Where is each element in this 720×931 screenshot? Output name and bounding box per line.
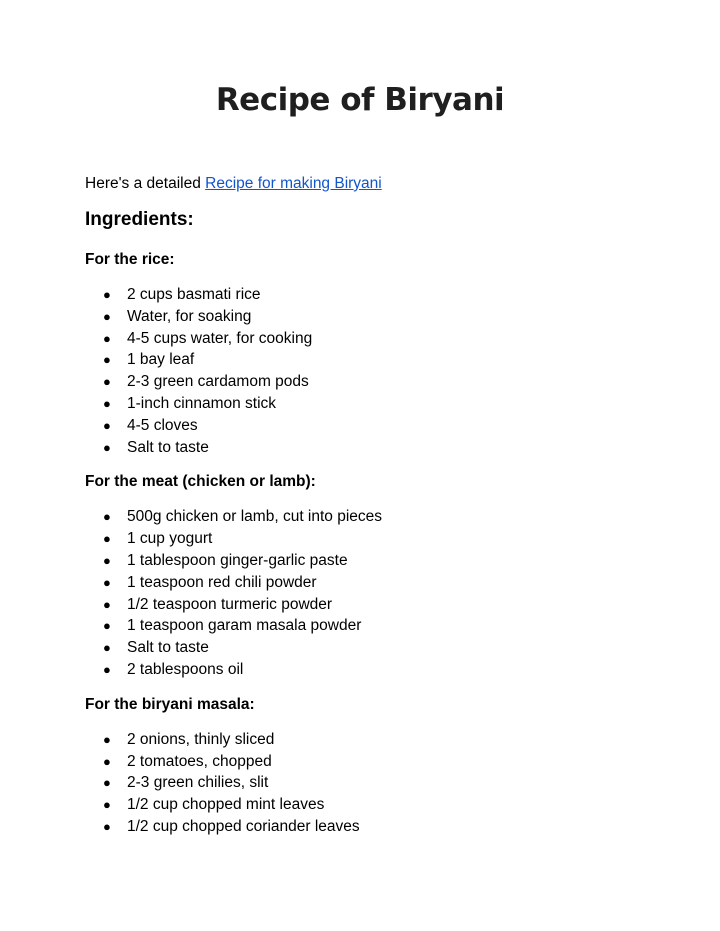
list-item-text: Salt to taste — [127, 639, 209, 657]
list-item — [85, 415, 665, 437]
masala-heading: For the biryani masala: — [85, 695, 255, 713]
list-item-text: 2 tomatoes, chopped — [127, 752, 272, 770]
bullet-icon: ● — [103, 574, 111, 590]
list-item — [85, 528, 665, 550]
list-item-text: 500g chicken or lamb, cut into pieces — [127, 508, 383, 526]
bullet-icon: ● — [103, 509, 111, 525]
meat-list — [85, 506, 665, 680]
bullet-icon: ● — [103, 552, 111, 568]
list-item-text: 1 bay leaf — [127, 351, 195, 369]
meat-heading: For the meat (chicken or lamb): — [85, 473, 316, 491]
bullet-icon: ● — [103, 818, 111, 834]
list-item — [85, 659, 665, 681]
list-item — [85, 572, 665, 594]
list-item — [85, 506, 665, 528]
recipe-link[interactable]: Recipe for making Biryani — [205, 175, 382, 192]
list-item-text: 2-3 green chilies, slit — [127, 774, 269, 792]
list-item-text: 1 tablespoon ginger-garlic paste — [127, 551, 348, 569]
list-item — [85, 349, 665, 371]
intro-text: Here's a detailed — [85, 175, 206, 192]
bullet-icon: ● — [103, 731, 111, 747]
list-item — [85, 637, 665, 659]
list-item-text: 2 cups basmati rice — [127, 286, 261, 303]
list-item — [85, 306, 665, 328]
bullet-icon: ● — [103, 439, 111, 455]
list-item-text: Water, for soaking — [127, 307, 252, 325]
list-item — [85, 594, 665, 616]
bullet-icon: ● — [103, 753, 111, 769]
list-item-text: 4-5 cups water, for cooking — [127, 329, 313, 347]
bullet-icon: ● — [103, 287, 111, 302]
list-item — [85, 729, 665, 751]
bullet-icon: ● — [103, 395, 111, 411]
bullet-icon: ● — [103, 417, 111, 433]
intro-paragraph — [85, 172, 665, 196]
list-item — [85, 550, 665, 572]
list-item-text: 1 cup yogurt — [127, 530, 213, 548]
document-body — [85, 172, 665, 850]
list-item-text: 1/2 cup chopped mint leaves — [127, 796, 325, 814]
list-item-text: 2-3 green cardamom pods — [127, 373, 309, 391]
list-item — [85, 816, 665, 838]
list-item — [85, 751, 665, 773]
list-item — [85, 393, 665, 415]
bullet-icon: ● — [103, 775, 111, 791]
bullet-icon: ● — [103, 661, 111, 677]
bullet-icon: ● — [103, 374, 111, 390]
list-item — [85, 615, 665, 637]
list-item — [85, 437, 665, 459]
page-title: Recipe of Biryani — [215, 82, 505, 118]
bullet-icon: ● — [103, 596, 111, 612]
bullet-icon: ● — [103, 797, 111, 813]
ingredients-heading: Ingredients: — [85, 209, 194, 230]
section-rice — [85, 248, 665, 458]
list-item — [85, 284, 665, 306]
list-item — [85, 772, 665, 794]
bullet-icon: ● — [103, 640, 111, 656]
bullet-icon: ● — [103, 618, 111, 634]
list-item-text: 1/2 teaspoon turmeric powder — [127, 595, 333, 613]
list-item — [85, 371, 665, 393]
list-item-text: 1 teaspoon garam masala powder — [127, 617, 362, 635]
list-item-text: 2 onions, thinly sliced — [127, 730, 275, 748]
section-meat — [85, 470, 665, 680]
list-item-text: 1-inch cinnamon stick — [127, 394, 277, 412]
section-masala — [85, 693, 665, 838]
list-item-text: 2 tablespoons oil — [127, 660, 244, 678]
list-item — [85, 328, 665, 350]
bullet-icon: ● — [103, 531, 111, 547]
list-item-text: Salt to taste — [127, 438, 209, 456]
masala-list — [85, 729, 665, 838]
list-item-text: 1/2 cup chopped coriander leaves — [127, 817, 360, 835]
list-item-text: 1 teaspoon red chili powder — [127, 573, 317, 591]
rice-heading: For the rice: — [85, 251, 175, 268]
bullet-icon: ● — [103, 330, 111, 346]
rice-list — [85, 284, 665, 458]
bullet-icon: ● — [103, 308, 111, 324]
list-item-text: 4-5 cloves — [127, 416, 198, 434]
list-item — [85, 794, 665, 816]
bullet-icon: ● — [103, 352, 111, 368]
